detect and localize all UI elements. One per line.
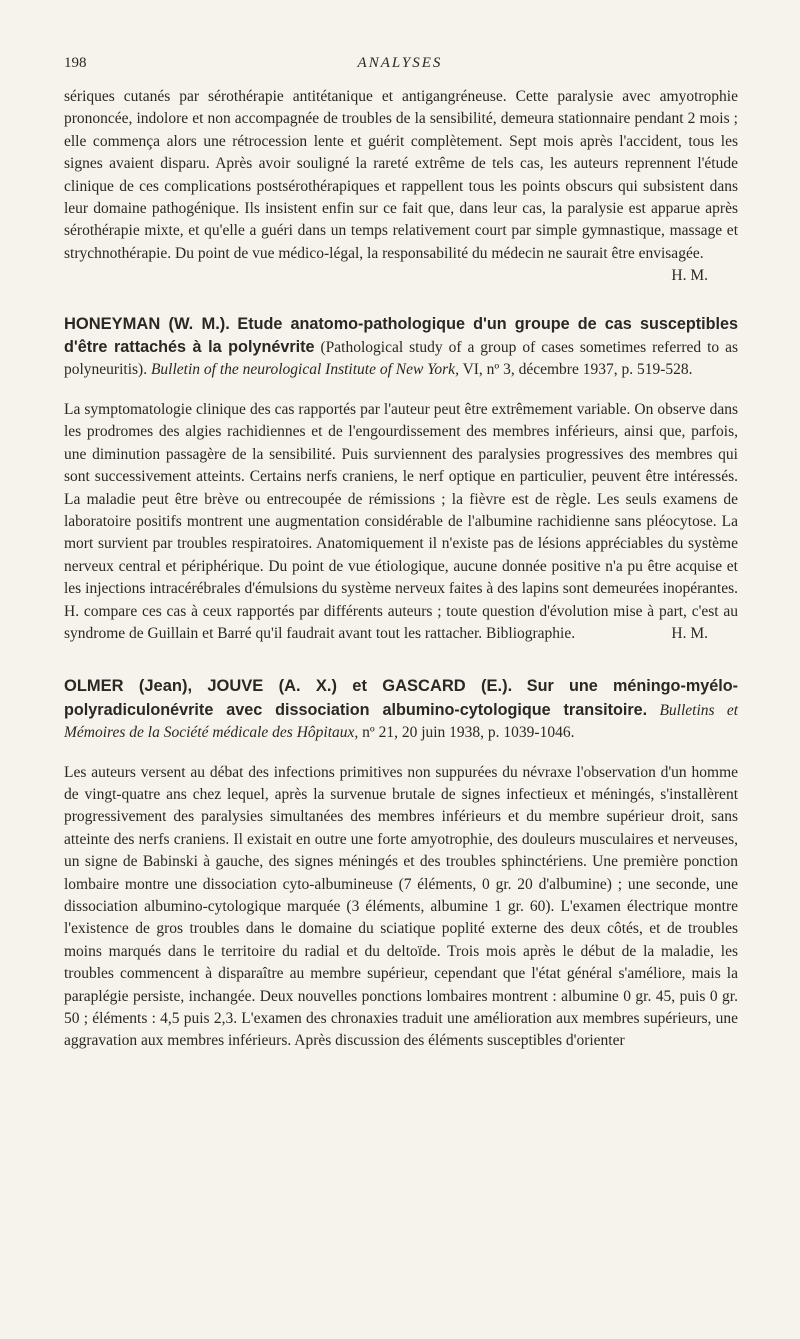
signature: H. M.: [671, 267, 708, 285]
entry-abstract: [64, 399, 738, 645]
entry-heading-honeyman: [64, 313, 738, 382]
entry-translation: (Pathological study of a group of cases sometimes referred to as polyneuritis).: [64, 339, 738, 379]
entry-journal: Bulletin of the neurological Institute of New York,: [150, 361, 459, 379]
continued-paragraph: [64, 86, 738, 288]
article-body: [64, 86, 738, 1053]
entry-abstract: [64, 762, 738, 1053]
abstract-text: La symptomatologie clinique des cas rapportés par l'auteur peut être extrêmement variable. On observe dans les prodromes des algies rachidiennes et de l'engourdissement des membres inférieurs, ainsi que, parfois, une diminution passagère de la sensibilité. Puis surviennent des paralysies progressives des membres qui sont successivement atteints. Certains nerfs craniens, le nerf optique en particulier, peuvent être intéressés. La maladie peut être brève ou entrecoupée de rémissions ; la fièvre est de règle. Les seuls examens de laboratoire positifs montrent une augmentation considérable de l'albumine rachidienne sans pléocytose. La mort survient par troubles respiratoires. Anatomiquement il n'existe pas de lésions appréciables du système nerveux central et périphérique. Du point de vue étiologique, aucune donnée positive n'a pu être acquise et les injections intracérébrales d'émulsions du système nerveux faites à des lapins sont demeurées inopérantes. H. compare ces cas à ceux rapportés par différents auteurs ; toute question d'évolution mise à part, c'est au syndrome de Guillain et Barré qu'il faudrait avant tout les rattacher. Bibliographie.: [64, 400, 738, 642]
running-title: ANALYSES: [357, 55, 443, 71]
entry-title: Sur une méningo-myélo-polyradiculonévrite avec dissociation albumino-cytologique transitoire.: [64, 677, 739, 719]
entry-journal: Bulletins et Mémoires de la Société médicale des Hôpitaux,: [64, 701, 739, 742]
page-number: 198: [64, 55, 87, 71]
entry-citation: nº 21, 20 juin 1938, p. 1039-1046.: [362, 724, 575, 742]
paragraph-text: sériques cutanés par sérothérapie antitétanique et antigangréneuse. Cette paralysie avec amyotrophie prononcée, indolore et non accompagnée de troubles de la sensibilité, demeura stationnaire pendant 2 mois ; elle commença alors une rétrocession lente et guérit complètement. Sept mois après l'accident, tous les signes avaient disparu. Après avoir souligné la rareté extrême de tels cas, les auteurs reprennent l'étude clinique de ces complications postsérothérapiques et rappellent tous les points obscurs qui subsistent dans leur domaine pathogénique. Ils insistent enfin sur ce fait que, dans leur cas, la paralysie est apparue après sérothérapie mixte, et qu'elle a guéri dans un temps relativement court par simple gymnastique, massage et strychnothérapie. Du point de vue médico-légal, la responsabilité du médecin ne saurait être envisagée.: [64, 88, 738, 262]
entry-author: HONEYMAN (W. M.).: [64, 314, 230, 333]
signature: H. M.: [671, 624, 708, 642]
entry-author: OLMER (Jean), JOUVE (A. X.) et GASCARD (E.).: [64, 677, 513, 696]
entry-heading-olmer: [64, 675, 738, 744]
entry-citation: VI, nº 3, décembre 1937, p. 519-528.: [462, 361, 693, 379]
abstract-text: Les auteurs versent au débat des infections primitives non suppurées du névraxe l'observation d'un homme de vingt-quatre ans chez lequel, après la survenue brutale de signes infectieux et méningés, s'installèrent progressivement des paralysies simultanées des membres inférieurs et du membre supérieur droit, sans atteinte des nerfs craniens. Il existait en outre une forte amyotrophie, des douleurs musculaires et nerveuses, un signe de Babinski à gauche, des signes méningés et des troubles sphinctériens. Une première ponction lombaire montre une dissociation cyto-albumineuse (7 éléments, 0 gr. 20 d'albumine) ; une seconde, une dissociation albumino-cytologique marquée (3 éléments, albumine 1 gr. 60). L'examen électrique montre l'existence de gros troubles dans le domaine du sciatique poplité externe des deux côtés, et de troubles moins marqués dans le territoire du radial et du deltoïde. Trois mois après le début de la maladie, les troubles commencent à disparaître au membre supérieur, cependant que l'état général s'améliore, mais la paraplégie persiste, inchangée. Deux nouvelles ponctions lombaires montrent : albumine 0 gr. 45, puis 0 gr. 50 ; éléments : 4,5 puis 2,3. L'examen des chronaxies traduit une amélioration aux membres supérieurs, une aggravation aux membres inférieurs. Après discussion des éléments susceptibles d'orienter: [64, 763, 738, 1050]
running-header: [0, 55, 800, 75]
entry-title: Etude anatomo-pathologique d'un groupe de cas susceptibles d'être rattachés à la polynévrite: [64, 314, 739, 357]
